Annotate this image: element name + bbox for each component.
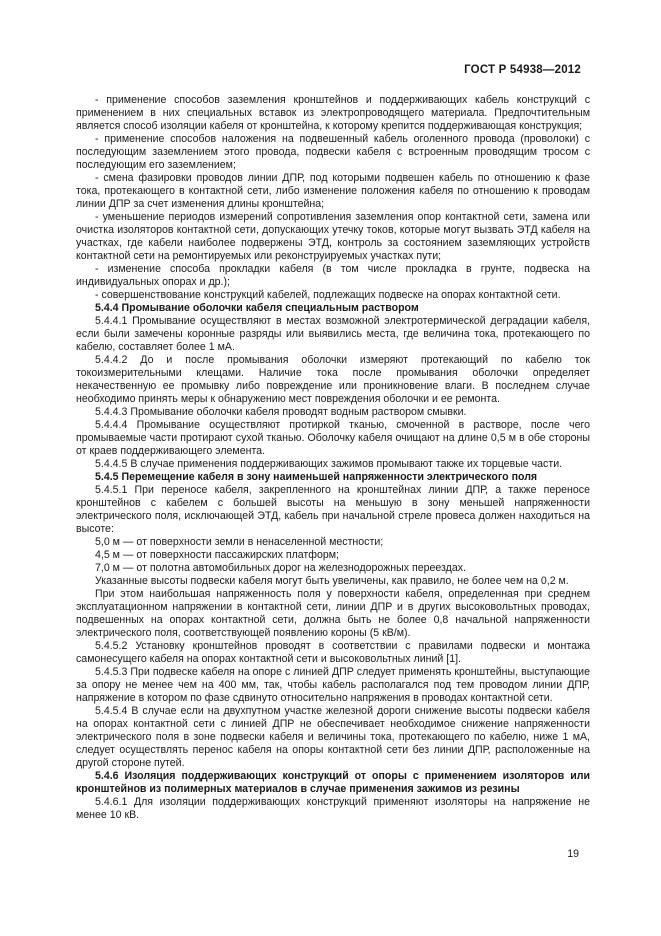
body-paragraph: 7,0 м — от полотна автомобильных дорог на железнодорожных переездах. xyxy=(95,562,466,574)
body-paragraph: При этом наибольшая напряженность поля у поверхности кабеля, определенная при среднем эксплуатационном напряжении в контактной сети, линии ДПР и в других высоковольтных проводах, подвешенных на опорах контактной сети, должна быть не более 0,8 начальной напряженности электрического поля, соответствующей появлению короны (5 кВ/м). xyxy=(76,588,590,639)
body-paragraph: 5.4.4.4 Промывание осуществляют протиркой тканью, смоченной в растворе, после чего промываемые части протирают сухой тканью. Оболочку кабеля очищают на длине 0,5 м в обе стороны от краев поддерживающего элемента. xyxy=(76,419,590,457)
body-paragraph: - смена фазировки проводов линии ДПР, под которыми подвешен кабель по отношению к фазе тока, протекающего в контактной сети, либо изменение положения кабеля по отношению к проводам линии ДПР за счет изменения длины кронштейна; xyxy=(76,172,590,210)
body-paragraph: 5,0 м — от поверхности земли в ненаселенной местности; xyxy=(95,536,384,548)
body-paragraph: - уменьшение периодов измерений сопротивления заземления опор контактной сети, замена или очистка изоляторов контактной сети, допускающих утечку токов, которые могут вызвать ЭТД кабеля на участках, где кабели наиболее подвержены ЭТД, контроль за состоянием заземляющих устройств контактной сети на ремонтируемых или реконструируемых участках пути; xyxy=(76,211,590,262)
body-paragraph: - применение способов заземления кронштейнов и поддерживающих кабель конструкций с применением в них специальных вставок из электропроводящего материала. Предпочтительным является способ изоляции кабеля от кронштейна, к которому крепится поддерживающая конструкция; xyxy=(76,94,590,132)
body-paragraph: 5.4.5.2 Установку кронштейнов проводят в соответствии с правилами подвески и монтажа самонесущего кабеля на опорах контактной сети и высоковольтных линий [1]. xyxy=(76,640,590,665)
body-paragraph: 5.4.4.1 Промывание осуществляют в местах возможной электротермической деградации кабеля, если были замечены коронные разряды или выявились места, где величина тока, протекающего по кабелю, составляет более 1 мА. xyxy=(76,315,590,353)
body-paragraph: 5.4.6.1 Для изоляции поддерживающих конструкций применяют изоляторы на напряжение не менее 10 кВ. xyxy=(76,796,590,821)
body-paragraph: Указанные высоты подвески кабеля могут быть увеличены, как правило, не более чем на 0,2 м. xyxy=(95,575,569,587)
body-paragraph: 5.4.4.2 До и после промывания оболочки измеряют протекающий по кабелю ток токоизмерительными клещами. Наличие тока после промывания оболочки определяет некачественную ее промывку либо повреждение или проникновение влаги. В последнем случае необходимо принять меры к обнаружению мест повреждения оболочки и ее ремонта. xyxy=(76,354,590,405)
section-heading: 5.4.5 Перемещение кабеля в зону наименьшей напряженности электрического поля xyxy=(95,471,538,483)
section-heading: 5.4.4 Промывание оболочки кабеля специальным раствором xyxy=(95,302,419,314)
body-paragraph: 4,5 м — от поверхности пассажирских платформ; xyxy=(95,549,339,561)
body-paragraph: - применение способов наложения на подвешенный кабель оголенного провода (проволоки) с последующим заземлением этого провода, подвески кабеля с встроенным проводящим тросом с последующим его заземлением; xyxy=(76,133,590,171)
body-paragraph: 5.4.5.4 В случае если на двухпутном участке железной дороги снижение высоты подвески кабеля на опорах контактной сети с линией ДПР не обеспечивает необходимое снижение напряженности электрического поля в зоне подвески кабеля и величины тока, протекающего по кабелю, ниже 1 мА, следует осуществлять перенос кабеля на опоры контактной сети без линии ДПР, расположенные на другой стороне путей. xyxy=(76,705,590,769)
body-paragraph: 5.4.5.3 При подвеске кабеля на опоре с линией ДПР следует применять кронштейны, выступающие за опору не менее чем на 400 мм, так, чтобы кабель располагался под тем проводом линии ДПР, напряжение в котором по фазе сдвинуто относительно напряжения в проводах контактной сети. xyxy=(76,666,590,704)
document-body xyxy=(76,94,590,822)
body-paragraph: 5.4.4.3 Промывание оболочки кабеля проводят водным раствором смывки. xyxy=(95,406,467,418)
section-heading: 5.4.6 Изоляция поддерживающих конструкций от опоры с применением изоляторов или кронштейнов из полимерных материалов в случае применения зажимов из резины xyxy=(76,770,590,795)
body-paragraph: - совершенствование конструкций кабелей, подлежащих подвеске на опорах контактной сети. xyxy=(95,289,561,301)
page-number: 19 xyxy=(567,848,579,860)
document-number-header: ГОСТ Р 54938—2012 xyxy=(464,64,581,76)
body-paragraph: - изменение способа прокладки кабеля (в том числе прокладка в грунте, подвеска на индивидуальных опорах и др.); xyxy=(76,263,590,288)
body-paragraph: 5.4.5.1 При переносе кабеля, закрепленного на кронштейнах линии ДПР, а также переносе кронштейнов с кабелем с большей высоты на меньшую в зону меньшей напряженности электрического поля, исключающей ЭТД, кабель при начальной стреле провеса должен находиться на высоте: xyxy=(76,484,590,535)
body-paragraph: 5.4.4.5 В случае применения поддерживающих зажимов промывают также их торцевые части. xyxy=(95,458,563,470)
